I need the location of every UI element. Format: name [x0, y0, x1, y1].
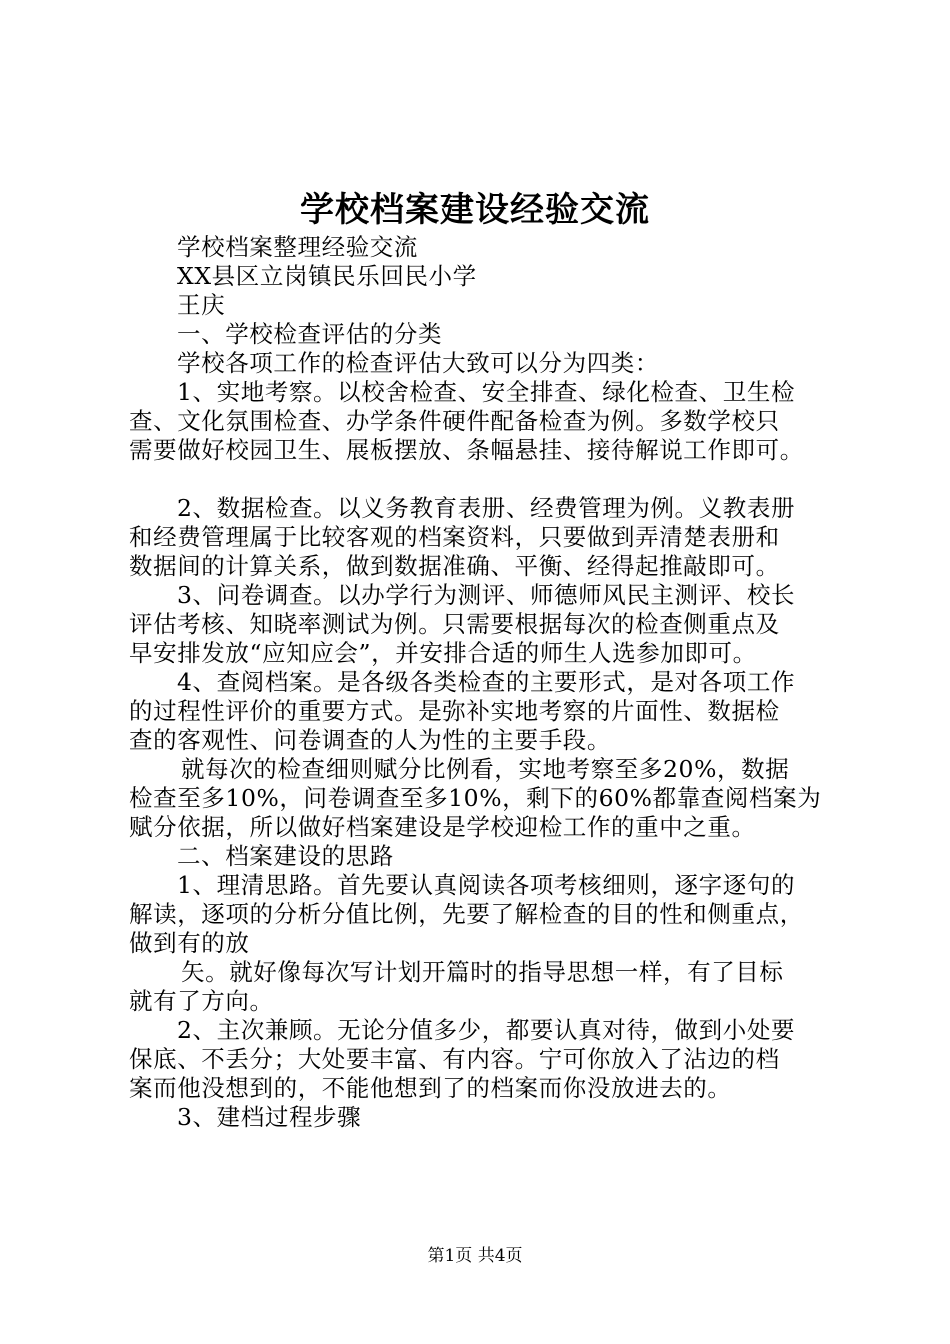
- paragraph-line: 解读，逐项的分析分值比例，先要了解检查的目的性和侧重点，: [129, 900, 804, 928]
- paragraph-line: 保底、不丢分；大处要丰富、有内容。宁可你放入了沾边的档: [129, 1045, 780, 1073]
- paragraph-line: 评估考核、知晓率测试为例。只需要根据每次的检查侧重点及: [129, 610, 780, 638]
- page-footer: 第1页 共4页: [427, 1246, 523, 1266]
- paragraph-line: 查的客观性、问卷调查的人为性的主要手段。: [129, 726, 611, 754]
- paragraph-line: 3、问卷调查。以办学行为测评、师德师风民主测评、校长: [177, 581, 796, 609]
- paragraph-line: 和经费管理属于比较客观的档案资料，只要做到弄清楚表册和: [129, 523, 780, 551]
- paragraph-line: 早安排发放“应知应会”，并安排合适的师生人选参加即可。: [129, 639, 757, 667]
- author-line: 王庆: [177, 291, 226, 319]
- paragraph-line: 需要做好校园卫生、展板摆放、条幅悬挂、接待解说工作即可。: [129, 436, 804, 464]
- paragraph-line: 做到有的放: [129, 929, 250, 957]
- paragraph-line: 就每次的检查细则赋分比例看，实地考察至多20%，数据: [181, 755, 790, 783]
- paragraph-line: 矢。就好像每次写计划开篇时的指导思想一样，有了目标: [181, 958, 784, 986]
- paragraph-line: 检查至多10%，问卷调查至多10%，剩下的60%都靠查阅档案为: [129, 784, 822, 812]
- document-title: 学校档案建设经验交流: [300, 190, 650, 230]
- subtitle-line: 学校档案整理经验交流: [177, 233, 418, 261]
- school-line: XX县区立岗镇民乐回民小学: [177, 262, 477, 290]
- paragraph-line: 就有了方向。: [129, 987, 274, 1015]
- paragraph-line: 赋分依据，所以做好档案建设是学校迎检工作的重中之重。: [129, 813, 756, 841]
- paragraph-line: 的过程性评价的重要方式。是弥补实地考察的片面性、数据检: [129, 697, 780, 725]
- paragraph-line: 案而他没想到的，不能他想到了的档案而你没放进去的。: [129, 1074, 732, 1102]
- paragraph-line: 1、理清思路。首先要认真阅读各项考核细则，逐字逐句的: [177, 871, 796, 899]
- blank-line: [129, 465, 839, 494]
- paragraph-line: 4、查阅档案。是各级各类检查的主要形式，是对各项工作: [177, 668, 796, 696]
- paragraph-line: 3、建档过程步骤: [177, 1103, 362, 1131]
- section-heading: 二、档案建设的思路: [177, 842, 394, 870]
- paragraph-line: 1、实地考察。以校舍检查、安全排查、绿化检查、卫生检: [177, 378, 796, 406]
- document-body: [129, 233, 839, 1132]
- paragraph-line: 2、数据检查。以义务教育表册、经费管理为例。义教表册: [177, 494, 796, 522]
- paragraph-line: 2、主次兼顾。无论分值多少，都要认真对待，做到小处要: [177, 1016, 796, 1044]
- paragraph-line: 查、文化氛围检查、办学条件硬件配备检查为例。多数学校只: [129, 407, 780, 435]
- paragraph-line: 学校各项工作的检查评估大致可以分为四类：: [177, 349, 659, 377]
- section-heading: 一、学校检查评估的分类: [177, 320, 443, 348]
- paragraph-line: 数据间的计算关系，做到数据准确、平衡、经得起推敲即可。: [129, 552, 780, 580]
